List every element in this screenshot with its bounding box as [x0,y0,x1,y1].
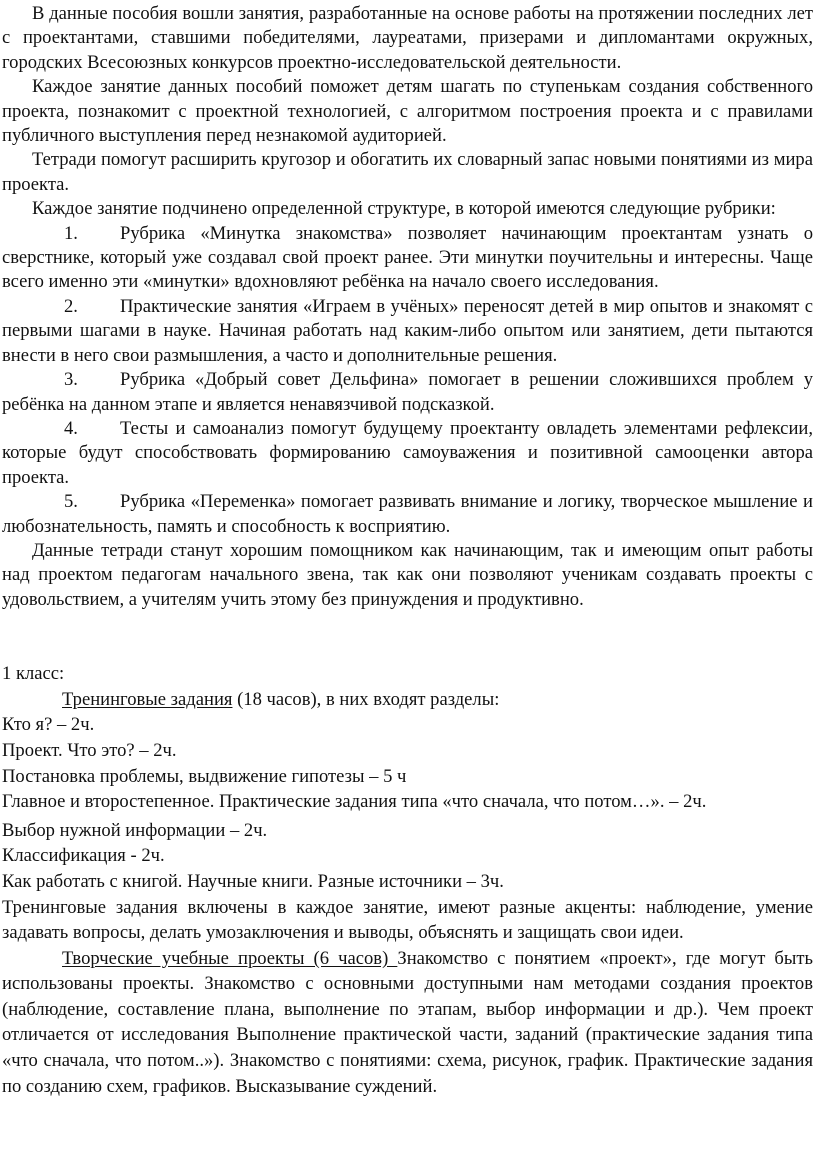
grade-section [2,661,813,894]
spacer [2,612,813,661]
rubric-text: Рубрика «Переменка» помогает развивать внимание и логику, творческое мышление и любознательность, память и способность к восприятию. [2,491,813,537]
rubric-text: Тесты и самоанализ помогут будущему проектанту овладеть элементами рефлексии, которые будут способствовать формированию самоуважения и позитивной самооценки автора проекта. [2,417,813,488]
training-note: Тренинговые задания включены в каждое занятие, имеют разные акценты: наблюдение, умение задавать вопросы, делать умозаключения и выводы, объяснять и защищать свои идеи. [2,896,813,944]
intro-paragraph: Каждое занятие подчинено определенной структуре, в которой имеются следующие рубрики: [32,198,776,220]
intro-paragraph: Каждое занятие данных пособий поможет детям шагать по ступенькам создания собственного проекта, познакомит с проектной технологией, с алгоритмом построения проекта и с правилами публичного выступления перед незнакомой аудиторией. [2,76,813,147]
intro-paragraph: В данные пособия вошли занятия, разработанные на основе работы на протяжении последних лет с проектантами, ставшими победителями, лауреатами, призерами и дипломантами окружных, городских Всесоюзных конкурсов проектно-исследовательской деятельности. [2,3,813,73]
grade-title: 1 класс: [2,663,65,685]
rubric-item [2,490,813,539]
training-heading-rest: (18 часов), в них входят разделы: [232,688,500,710]
rubric-text: Рубрика «Добрый совет Дельфина» помогает в решении сложившихся проблем у ребёнка на данном этапе и является ненавязчивой подсказкой. [2,369,813,415]
projects-paragraph [2,946,813,1100]
rubric-item [2,295,813,368]
projects-text: Знакомство с понятием «проект», где могут быть использованы проекты. Знакомство с основными доступными нам методами создания проектов (наблюдение, составление плана, выполнение по этапам, выбор информации и др.). Чем проект отличается от исследования Выполнение практической части, заданий (практические задания типа «что сначала, что потом..»). Знакомство с понятиями: схема, рисунок, график. Практические задания по созданию схем, графиков. Высказывание суждений. [2,947,813,1097]
rubric-item [2,222,813,295]
topic-item: Выбор нужной информации – 2ч. [2,819,268,841]
rubric-text: Рубрика «Минутка знакомства» позволяет начинающим проектантам узнать о сверстнике, который уже создавал свой проект ранее. Эти минутки поучительны и интересны. Чаще всего именно эти «минутки» вдохновляют ребёнка на начало своего исследования. [2,222,813,293]
rubric-number: 1. [64,222,78,244]
rubric-number: 4. [64,417,78,439]
training-heading-line [2,687,813,713]
topic-item: Классификация - 2ч. [2,845,165,867]
rubric-number: 3. [64,369,78,391]
rubric-number: 5. [64,491,78,513]
rubric-text: Практические занятия «Играем в учёных» переносят детей в мир опытов и знакомят с первыми шагами в науке. Начиная работать над каким-либо опытом или занятием, дети пытаются внести в него свои размышления, а часто и дополнительные решения. [2,295,813,366]
rubric-item [2,417,813,490]
rubric-number: 2. [64,295,78,317]
topic-item: Кто я? – 2ч. [2,714,95,736]
topic-item: Как работать с книгой. Научные книги. Разные источники – 3ч. [2,870,504,892]
intro-paragraph: Тетради помогут расширить кругозор и обогатить их словарный запас новыми понятиями из мира проекта. [2,149,813,195]
closing-paragraph: Данные тетради станут хорошим помощником как начинающим, так и имеющим опыт работы над проектом педагогам начального звена, так как они позволяют ученикам создавать проекты с удовольствием, а учителям учить этому без принуждения и продуктивно. [2,539,813,610]
topic-item: Главное и второстепенное. Практические задания типа «что сначала, что потом…». – 2ч. [2,791,707,813]
topic-item: Проект. Что это? – 2ч. [2,739,177,761]
projects-heading: Творческие учебные проекты (6 часов) [62,947,398,969]
rubric-item [2,368,813,417]
topic-item: Постановка проблемы, выдвижение гипотезы – 5 ч [2,765,407,787]
training-heading: Тренинговые задания [62,688,233,710]
